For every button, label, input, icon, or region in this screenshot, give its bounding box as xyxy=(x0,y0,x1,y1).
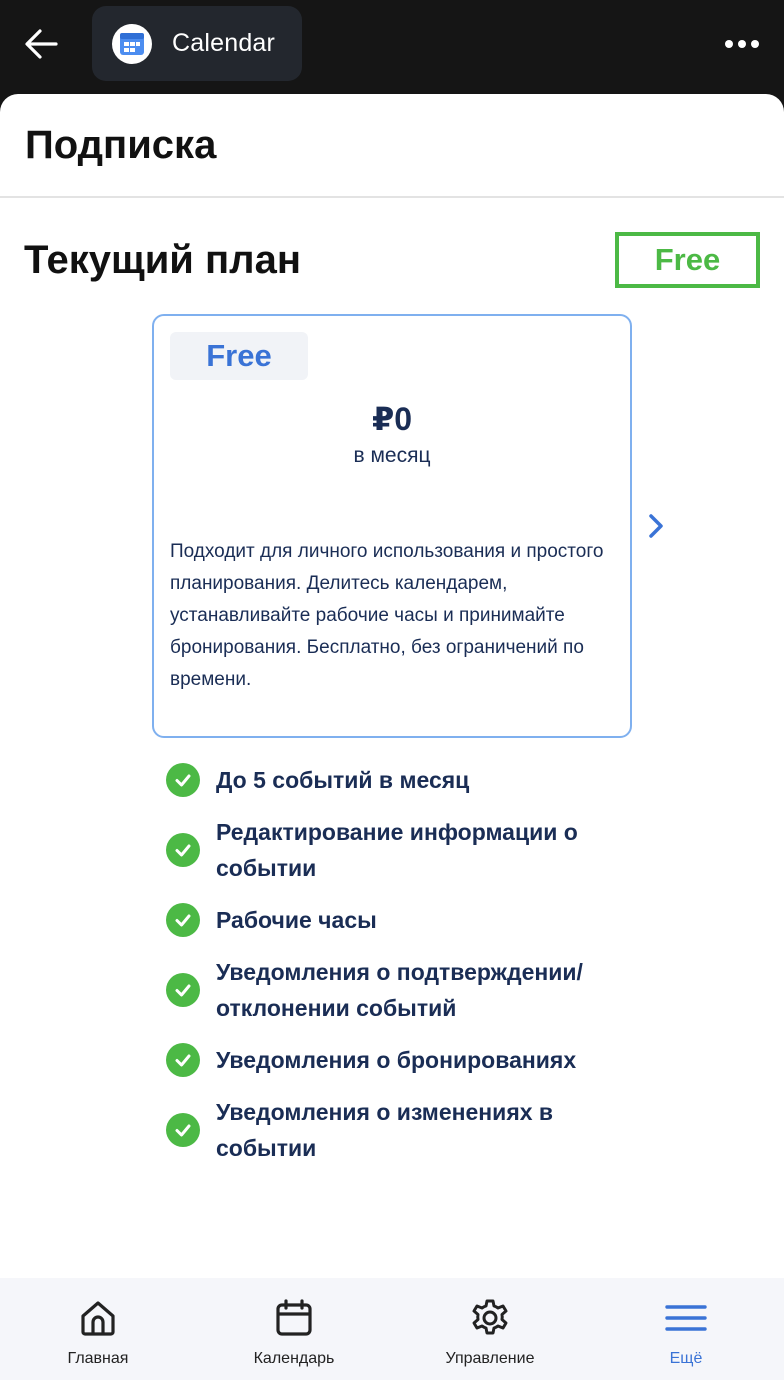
check-icon xyxy=(166,763,200,797)
feature-item xyxy=(166,1094,636,1166)
more-dot-icon xyxy=(725,40,733,48)
gear-icon xyxy=(468,1296,512,1340)
nav-item-home[interactable] xyxy=(0,1278,196,1380)
check-icon xyxy=(166,833,200,867)
feature-label: Рабочие часы xyxy=(216,907,377,933)
calendar-app-icon xyxy=(112,24,152,64)
calendar-icon xyxy=(272,1296,316,1340)
plan-tier-tag: Free xyxy=(170,332,308,380)
current-plan-heading: Текущий план xyxy=(24,238,301,282)
check-icon xyxy=(166,1043,200,1077)
app-name: Calendar xyxy=(172,29,276,57)
app-chip[interactable] xyxy=(92,6,302,81)
current-plan-badge: Free xyxy=(615,232,760,288)
top-bar xyxy=(0,0,784,94)
nav-item-more[interactable] xyxy=(588,1278,784,1380)
page-header xyxy=(0,94,784,198)
home-icon xyxy=(76,1296,120,1340)
more-options-button[interactable] xyxy=(722,26,762,62)
feature-item xyxy=(166,1042,636,1078)
nav-label: Ещё xyxy=(669,1350,703,1367)
check-icon xyxy=(166,903,200,937)
bottom-nav xyxy=(0,1278,784,1380)
feature-label: Уведомления о изменениях в событии xyxy=(216,1099,554,1161)
feature-item xyxy=(166,954,636,1026)
plan-description: Подходит для личного использования и простого планирования. Делитесь календарем, устанавливайте рабочие часы и принимайте бронирования. Бесплатно, без ограничений по времени. xyxy=(170,541,604,690)
nav-label: Главная xyxy=(67,1350,129,1367)
nav-label: Управление xyxy=(445,1350,535,1367)
feature-item xyxy=(166,814,636,886)
menu-icon xyxy=(664,1296,708,1340)
more-dot-icon xyxy=(738,40,746,48)
feature-label: Уведомления о бронированиях xyxy=(216,1047,577,1073)
feature-label: Редактирование информации о событии xyxy=(216,819,578,881)
arrow-left-icon xyxy=(22,24,62,64)
next-plan-button[interactable] xyxy=(640,510,672,542)
feature-list xyxy=(166,762,636,1182)
feature-item xyxy=(166,902,636,938)
chevron-right-icon xyxy=(646,512,666,540)
feature-label: Уведомления о подтверждении/ отклонении событий xyxy=(216,959,583,1021)
feature-item xyxy=(166,762,636,798)
more-dot-icon xyxy=(751,40,759,48)
nav-label: Календарь xyxy=(253,1350,335,1367)
page-title: Подписка xyxy=(25,122,217,167)
plan-card[interactable] xyxy=(152,314,632,738)
nav-item-management[interactable] xyxy=(392,1278,588,1380)
back-button[interactable] xyxy=(18,20,66,68)
current-plan-row xyxy=(0,230,784,290)
check-icon xyxy=(166,973,200,1007)
feature-label: До 5 событий в месяц xyxy=(216,767,470,793)
plan-price: ₽0 xyxy=(371,401,413,437)
nav-item-calendar[interactable] xyxy=(196,1278,392,1380)
plan-period: в месяц xyxy=(353,444,431,467)
content-sheet xyxy=(0,94,784,1380)
check-icon xyxy=(166,1113,200,1147)
